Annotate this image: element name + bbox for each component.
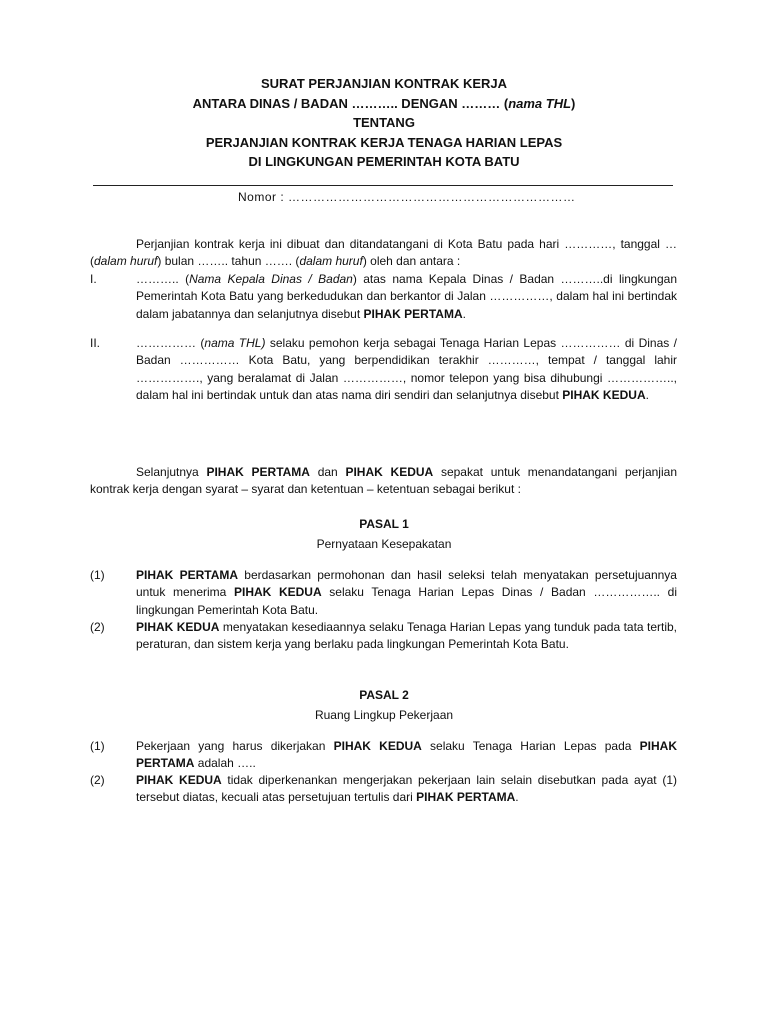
intro-italic-2: dalam huruf (299, 254, 363, 269)
title-line-3: TENTANG (353, 115, 415, 130)
item-number: (2) (90, 773, 105, 787)
pasal-1-heading: PASAL 1 (359, 517, 409, 531)
item-bold-2: PIHAK KEDUA (233, 585, 322, 600)
item-bold-1: PIHAK PERTAMA (136, 568, 239, 582)
agreement-bold-2: PIHAK KEDUA (345, 465, 434, 479)
item-text-c: selaku Tenaga Harian Lepas Dinas / Badan …………….. di lingkungan Pemerintah Kota Batu. (136, 585, 677, 617)
pasal-1-subtitle: Pernyataan Kesepakatan (316, 537, 452, 551)
item-bold-1: PIHAK KEDUA (136, 620, 220, 634)
pasal-1-item-1 (90, 567, 677, 619)
item-text-c: adalah ….. (194, 756, 256, 771)
title-line-2-text: ANTARA DINAS / BADAN ……….. DENGAN ……… ( (192, 95, 509, 111)
item-text (136, 738, 677, 773)
party-text-c: . (645, 387, 649, 402)
title-line-2-close: ) (571, 95, 576, 111)
item-text (136, 567, 677, 619)
item-text-b: selaku Tenaga Harian Lepas pada (421, 739, 640, 753)
item-text-a: berdasarkan permohonan dan hasil seleksi telah menyatakan persetujuannya untuk menerima (136, 568, 677, 600)
pasal-2-heading: PASAL 2 (359, 688, 409, 702)
item-number: (1) (90, 568, 105, 582)
party-number: I. (90, 272, 97, 286)
party-text-italic: nama THL) (204, 336, 266, 350)
party-text-c: . (462, 306, 466, 321)
party-text-bold: PIHAK KEDUA (562, 387, 646, 402)
party-text (136, 271, 677, 323)
intro-text-2: ) bulan …….. tahun ……. ( (157, 254, 300, 269)
party-text-a: …………… ( (136, 336, 205, 350)
item-text-a: menyatakan kesediaannya selaku Tenaga Harian Lepas yang tunduk pada tata tertib, peraturan, dan sistem kerja yang berlaku pada lingkungan Pemerintah Kota Batu. (136, 620, 677, 652)
title-line-2-italic: nama THL (508, 95, 572, 111)
intro-text-3: ) oleh dan antara : (362, 254, 461, 269)
party-text-bold: PIHAK PERTAMA (363, 306, 463, 321)
item-text-b: tidak diperkenankan mengerjakan pekerjaan lain selain disebutkan pada ayat (1) tersebut diatas, kecuali atas persetujuan tertulis dari (136, 773, 677, 805)
intro-italic-1: dalam huruf (94, 254, 158, 269)
item-number: (2) (90, 620, 105, 634)
pasal-1-item-2 (90, 619, 677, 654)
title-line-4: PERJANJIAN KONTRAK KERJA TENAGA HARIAN LEPAS (205, 134, 563, 150)
party-number: II. (90, 336, 101, 350)
agreement-text-c: sepakat untuk menandatangani perjanjian kontrak kerja dengan syarat – syarat dan ketentuan – ketentuan sebagai berikut : (90, 465, 677, 497)
agreement-bold-1: PIHAK PERTAMA (206, 465, 310, 479)
item-bold-2: PIHAK PERTAMA (416, 790, 516, 805)
agreement-paragraph (90, 464, 677, 499)
document-title (0, 74, 768, 172)
item-text (136, 619, 677, 654)
item-bold-1: PIHAK KEDUA (136, 773, 222, 787)
party-first (90, 271, 677, 323)
title-line-1: SURAT PERJANJIAN KONTRAK KERJA (260, 76, 508, 91)
party-text-b: ) atas nama Kepala Dinas / Badan ………..di lingkungan Pemerintah Kota Batu yang berkedudukan dan berkantor di Jalan ……………, dalam hal ini bertindak dalam jabatannya dan selanjutnya disebut (136, 272, 677, 321)
party-text-italic: Nama Kepala Dinas / Badan (189, 272, 353, 286)
item-text-c: . (515, 790, 519, 805)
pasal-2-item-2 (90, 772, 677, 807)
pasal-2-item-1 (90, 738, 677, 773)
item-text (136, 772, 677, 807)
intro-paragraph (90, 236, 677, 271)
pasal-2-heading-block (0, 685, 768, 725)
item-number: (1) (90, 739, 105, 753)
intro-text-1: Perjanjian kontrak kerja ini dibuat dan ditandatangani di Kota Batu pada hari …………, tanggal … ( (90, 237, 677, 269)
item-text-a: Pekerjaan yang harus dikerjakan (136, 739, 334, 753)
document-number: Nomor : …………………………………………………………… (238, 190, 576, 204)
item-bold-2: PIHAK PERTAMA (136, 739, 677, 771)
item-bold-1: PIHAK KEDUA (333, 739, 422, 753)
agreement-text-b: dan (309, 465, 346, 479)
agreement-text-a: Selanjutnya (136, 465, 207, 479)
party-text-a: ……….. ( (136, 272, 190, 286)
party-text-b: selaku pemohon kerja sebagai Tenaga Harian Lepas …………… di Dinas / Badan …………… Kota Batu, yang berpendidikan terakhir …………, tempat / tanggal lahir ……………., yang beralamat di Jalan ……………, nomor telepon yang bisa dihubungi …………….., dalam hal ini bertindak untuk dan atas nama diri sendiri dan selanjutnya disebut (136, 336, 677, 402)
pasal-2-subtitle: Ruang Lingkup Pekerjaan (314, 708, 454, 722)
pasal-1-heading-block (0, 514, 768, 554)
party-second (90, 335, 677, 404)
divider-line (93, 185, 673, 186)
title-line-2 (0, 94, 768, 114)
title-line-5: DI LINGKUNGAN PEMERINTAH KOTA BATU (248, 154, 520, 169)
party-text (136, 335, 677, 404)
